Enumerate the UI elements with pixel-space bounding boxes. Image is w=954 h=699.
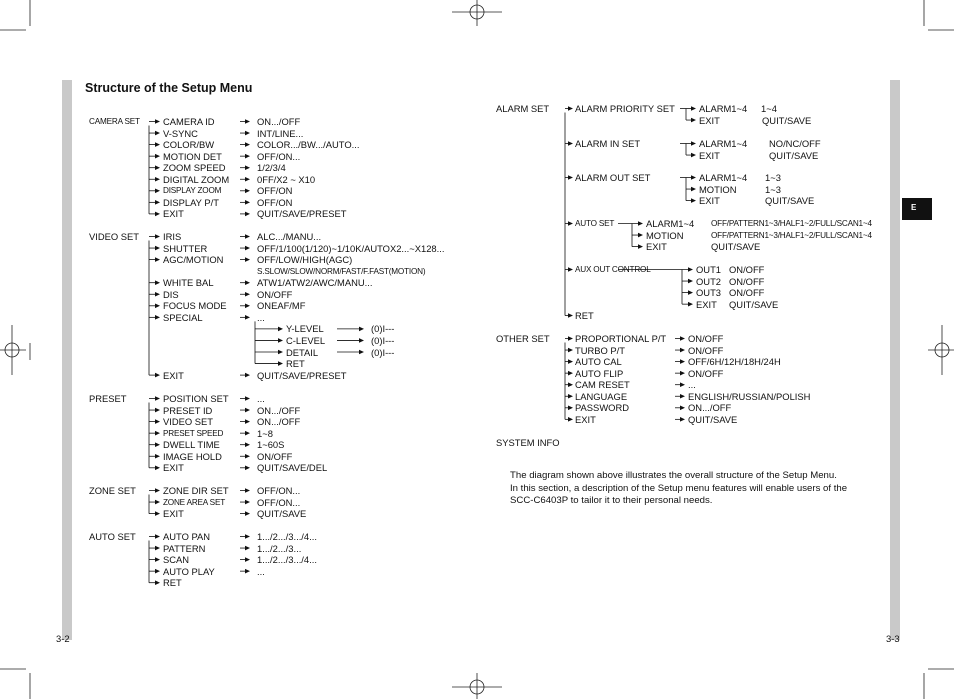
submenu-item-value: ON/OFF (729, 264, 765, 275)
arrow-head (155, 511, 160, 516)
submenu-item-value: QUIT/SAVE (711, 241, 761, 253)
submenu-item-value: (0)I--- (371, 334, 395, 346)
menu-item-label: EXIT (163, 208, 184, 220)
arrow-head (680, 382, 685, 387)
menu-item-label: DISPLAY P/T (163, 196, 219, 208)
arrow-head (245, 119, 250, 124)
arrow-head (155, 177, 160, 182)
arrow-head (245, 177, 250, 182)
arrow-head (638, 244, 643, 249)
arrow-head (155, 442, 160, 447)
menu-item-value: QUIT/SAVE (688, 413, 738, 425)
submenu-item-value: QUIT/SAVE (765, 195, 815, 207)
menu-group-title: AUTO SET (89, 531, 136, 542)
arrow-head (155, 119, 160, 124)
menu-item-value: COLOR.../BW.../AUTO... (257, 139, 360, 151)
menu-group-title: ZONE SET (89, 485, 136, 496)
menu-item-label: SPECIAL (163, 311, 203, 323)
menu-item-label: EXIT (575, 413, 596, 425)
menu-item-label: ALARM PRIORITY SET (575, 103, 675, 114)
submenu-item-value: QUIT/SAVE (729, 298, 779, 310)
menu-item-value: 0FF/X2 ~ X10 (257, 173, 316, 185)
arrow-head (568, 175, 573, 180)
arrow-head (245, 292, 250, 297)
arrow-head (680, 417, 685, 422)
menu-item-value: INT/LINE... (257, 127, 304, 139)
menu-item-label: ALARM OUT SET (575, 172, 651, 183)
arrow-head (155, 131, 160, 136)
submenu-item-label: EXIT (699, 195, 720, 207)
menu-item-label: VIDEO SET (163, 416, 214, 428)
arrow-head (568, 348, 573, 353)
arrow-head (688, 302, 693, 307)
menu-item-value: ONEAF/MF (257, 300, 306, 312)
arrow-head (155, 431, 160, 436)
arrow-head (568, 382, 573, 387)
arrow-head (155, 546, 160, 551)
arrow-head (691, 106, 696, 111)
menu-item-label: PATTERN (163, 542, 206, 554)
menu-item-value: ... (257, 565, 265, 577)
menu-item-label: ZONE AREA SET (163, 497, 226, 507)
menu-item-label: AUTO PLAY (163, 565, 215, 577)
menu-item-value: QUIT/SAVE/PRESET (257, 208, 347, 220)
submenu-item-value: OFF/PATTERN1~3/HALF1~2/FULL/SCAN1~4 (711, 230, 872, 240)
page-number-left: 3-2 (56, 633, 70, 644)
arrow-head (688, 279, 693, 284)
menu-item-value: OFF/ON... (257, 150, 301, 162)
submenu-item-value: 1~4 (761, 103, 777, 114)
arrow-head (155, 488, 160, 493)
menu-item-value: OFF/LOW/HIGH(AGC) (257, 254, 353, 266)
arrow-head (691, 187, 696, 192)
menu-group-title: CAMERA SET (89, 117, 140, 126)
arrow-head (245, 419, 250, 424)
menu-item-label: EXIT (163, 508, 184, 520)
arrow-head (245, 142, 250, 147)
arrow-head (245, 488, 250, 493)
arrow-head (680, 406, 685, 411)
menu-item-value: QUIT/SAVE/PRESET (257, 369, 347, 381)
arrow-head (278, 350, 283, 355)
arrow-head (245, 534, 250, 539)
submenu-item-value: 1~3 (765, 172, 781, 183)
arrow-head (155, 280, 160, 285)
arrow-head (245, 442, 250, 447)
menu-item-label: IMAGE HOLD (163, 450, 222, 462)
arrow-head (245, 500, 250, 505)
menu-group-title: OTHER SET (496, 333, 550, 344)
arrow-head (155, 154, 160, 159)
menu-item-value: ON.../OFF (257, 404, 301, 416)
submenu-item-label: MOTION (646, 229, 684, 241)
menu-item-value: ... (257, 311, 265, 323)
menu-item-label: IRIS (163, 231, 182, 242)
menu-item-label: PRESET ID (163, 404, 213, 416)
menu-item-value: OFF/ON (257, 185, 293, 197)
arrow-head (245, 200, 250, 205)
arrow-head (568, 336, 573, 341)
arrow-head (155, 373, 160, 378)
menu-item-value: OFF/6H/12H/18H/24H (688, 356, 781, 368)
menu-item-label: POSITION SET (163, 393, 229, 404)
menu-item-value: ALC.../MANU... (257, 231, 322, 242)
menu-item-label: CAM RESET (575, 379, 630, 391)
menu-item-label: AUTO FLIP (575, 367, 624, 379)
menu-item-value-continued: S.SLOW/SLOW/NORM/FAST/F.FAST(MOTION) (257, 266, 426, 276)
submenu-item-label: DETAIL (286, 346, 319, 358)
arrow-head (245, 189, 250, 194)
submenu-item-label: ALARM1~4 (699, 138, 748, 149)
menu-item-value: 1~8 (257, 427, 273, 439)
menu-item-label: PASSWORD (575, 402, 629, 414)
submenu-item-value: ON/OFF (729, 287, 765, 299)
menu-item-label: AUTO PAN (163, 531, 211, 542)
menu-item-label: FOCUS MODE (163, 300, 227, 312)
arrow-head (680, 348, 685, 353)
menu-item-label: WHITE BAL (163, 277, 214, 289)
page-title: Structure of the Setup Menu (85, 81, 253, 95)
menu-item-value: ON/OFF (688, 344, 724, 356)
description-line: SCC-C6403P to tailor it to their personal needs. (510, 495, 713, 506)
arrow-head (638, 221, 643, 226)
page-number-right: 3-3 (886, 633, 900, 644)
arrow-head (155, 419, 160, 424)
arrow-head (155, 466, 160, 471)
menu-item-label: DISPLAY ZOOM (163, 186, 222, 196)
submenu-item-label: EXIT (699, 114, 720, 126)
menu-item-value: OFF/ON... (257, 485, 301, 496)
submenu-item-label: ALARM1~4 (646, 218, 695, 229)
menu-item-value: QUIT/SAVE (257, 508, 307, 520)
submenu-item-value: 1~3 (765, 183, 781, 195)
submenu-item-label: MOTION (699, 183, 737, 195)
menu-item-value: ON.../OFF (257, 116, 301, 127)
submenu-item-label: ALARM1~4 (699, 103, 748, 114)
menu-item-label: MOTION DET (163, 150, 222, 162)
language-tab: E (902, 198, 932, 220)
arrow-head (245, 165, 250, 170)
submenu-item-label: OUT1 (696, 264, 722, 275)
arrow-head (245, 246, 250, 251)
arrow-head (155, 557, 160, 562)
submenu-item-value: NO/NC/OFF (769, 138, 821, 149)
arrow-head (680, 394, 685, 399)
arrow-head (245, 454, 250, 459)
menu-item-label: EXIT (163, 369, 184, 381)
menu-item-value: ON/OFF (688, 333, 724, 344)
submenu-item-value: QUIT/SAVE (762, 114, 812, 126)
arrow-head (568, 141, 573, 146)
arrow-head (245, 373, 250, 378)
arrow-head (155, 246, 160, 251)
arrow-head (691, 153, 696, 158)
menu-group-title: VIDEO SET (89, 231, 140, 242)
menu-item-label: DWELL TIME (163, 439, 220, 451)
arrow-head (155, 292, 160, 297)
arrow-head (568, 313, 573, 318)
arrow-head (691, 141, 696, 146)
submenu-item-label: EXIT (646, 241, 667, 253)
submenu-item-label: OUT3 (696, 287, 722, 299)
menu-item-label: LANGUAGE (575, 390, 628, 402)
menu-item-label: ZOOM SPEED (163, 162, 226, 174)
menu-item-value: ... (257, 393, 265, 404)
arrow-head (568, 371, 573, 376)
menu-item-value: 1.../2.../3.../4... (257, 531, 317, 542)
menu-item-value: OFF/ON (257, 196, 293, 208)
menu-item-label: RET (163, 577, 182, 589)
menu-item-value: 1~60S (257, 439, 285, 451)
menu-item-label: ZONE DIR SET (163, 485, 229, 496)
arrow-head (680, 336, 685, 341)
arrow-head (359, 350, 364, 355)
menu-item-label: RET (575, 310, 594, 321)
arrow-head (568, 359, 573, 364)
arrow-head (155, 580, 160, 585)
menu-item-label: AUTO SET (575, 219, 615, 228)
menu-item-label: EXIT (163, 462, 184, 474)
description-line: The diagram shown above illustrates the overall structure of the Setup Menu. (510, 470, 837, 481)
arrow-head (155, 454, 160, 459)
arrow-head (155, 200, 160, 205)
arrow-head (568, 417, 573, 422)
submenu-item-label: EXIT (699, 149, 720, 161)
arrow-head (245, 315, 250, 320)
arrow-head (278, 338, 283, 343)
arrow-head (245, 511, 250, 516)
arrow-head (245, 257, 250, 262)
arrow-head (245, 431, 250, 436)
arrow-head (155, 142, 160, 147)
menu-item-label: TURBO P/T (575, 344, 626, 356)
arrow-head (688, 290, 693, 295)
arrow-head (680, 371, 685, 376)
menu-item-label: CAMERA ID (163, 116, 215, 127)
submenu-item-value: (0)I--- (371, 323, 395, 335)
menu-item-label: AUX OUT CONTROL (575, 265, 651, 274)
submenu-item-label: OUT2 (696, 275, 722, 287)
menu-item-value: QUIT/SAVE/DEL (257, 462, 328, 474)
menu-item-label: SCAN (163, 554, 190, 566)
arrow-head (245, 234, 250, 239)
arrow-head (155, 569, 160, 574)
arrow-head (691, 118, 696, 123)
menu-item-label: PROPORTIONAL P/T (575, 333, 667, 344)
arrow-head (245, 280, 250, 285)
arrow-head (245, 557, 250, 562)
arrow-head (155, 234, 160, 239)
submenu-item-value: QUIT/SAVE (769, 149, 819, 161)
arrow-head (155, 304, 160, 309)
arrow-head (568, 221, 573, 226)
description-line: In this section, a description of the Setup menu features will enable users of the (510, 482, 848, 494)
menu-item-label: DIS (163, 288, 179, 300)
menu-group-title: PRESET (89, 393, 127, 404)
arrow-head (568, 406, 573, 411)
arrow-head (245, 408, 250, 413)
menu-item-value: 1/2/3/4 (257, 162, 286, 174)
arrow-head (155, 396, 160, 401)
arrow-head (155, 257, 160, 262)
menu-item-value: ON.../OFF (688, 402, 732, 414)
arrow-head (638, 233, 643, 238)
submenu-item-label: ALARM1~4 (699, 172, 748, 183)
arrow-head (568, 267, 573, 272)
arrow-head (568, 106, 573, 111)
menu-item-value: OFF/1/100(1/120)~1/10K/AUTOX2...~X128... (257, 242, 445, 254)
arrow-head (245, 212, 250, 217)
menu-item-label: SHUTTER (163, 242, 208, 254)
arrow-head (245, 304, 250, 309)
menu-group-title: ALARM SET (496, 103, 550, 114)
submenu-item-value: ON/OFF (729, 275, 765, 287)
arrow-head (691, 175, 696, 180)
submenu-item-value: OFF/PATTERN1~3/HALF1~2/FULL/SCAN1~4 (711, 219, 872, 228)
menu-item-label: DIGITAL ZOOM (163, 173, 230, 185)
menu-item-label: AGC/MOTION (163, 254, 224, 266)
description-paragraph (510, 470, 847, 508)
arrow-head (245, 131, 250, 136)
arrow-head (359, 338, 364, 343)
arrow-head (691, 198, 696, 203)
submenu-item-label: Y-LEVEL (286, 323, 324, 335)
arrow-head (278, 327, 283, 332)
submenu-item-value: (0)I--- (371, 346, 395, 358)
arrow-head (155, 212, 160, 217)
arrow-head (155, 534, 160, 539)
menu-item-label: COLOR/BW (163, 139, 215, 151)
submenu-item-label: EXIT (696, 298, 717, 310)
arrow-head (688, 267, 693, 272)
arrow-head (245, 466, 250, 471)
arrow-head (245, 546, 250, 551)
arrow-head (359, 327, 364, 332)
menu-item-value: OFF/ON... (257, 496, 301, 508)
menu-item-value: 1.../2.../3.../4... (257, 554, 317, 566)
arrow-head (245, 154, 250, 159)
menu-item-label: PRESET SPEED (163, 428, 224, 438)
menu-item-value: ... (688, 379, 696, 391)
arrow-head (245, 569, 250, 574)
menu-item-value: 1.../2.../3... (257, 542, 302, 554)
arrow-head (568, 394, 573, 399)
arrow-head (155, 165, 160, 170)
menu-item-value: ON/OFF (257, 288, 293, 300)
arrow-head (278, 361, 283, 366)
arrow-head (155, 315, 160, 320)
arrow-head (245, 396, 250, 401)
menu-item-label: V-SYNC (163, 127, 198, 139)
menu-item-label: ALARM IN SET (575, 138, 641, 149)
arrow-head (155, 189, 160, 194)
arrow-head (155, 500, 160, 505)
menu-item-value: ENGLISH/RUSSIAN/POLISH (688, 390, 811, 402)
arrow-head (155, 408, 160, 413)
arrow-head (680, 359, 685, 364)
system-info-label: SYSTEM INFO (496, 437, 560, 448)
menu-item-label: AUTO CAL (575, 356, 622, 368)
submenu-item-label: C-LEVEL (286, 334, 326, 346)
menu-item-value: ON/OFF (688, 367, 724, 379)
menu-item-value: ON/OFF (257, 450, 293, 462)
menu-item-value: ON.../OFF (257, 416, 301, 428)
menu-item-value: ATW1/ATW2/AWC/MANU... (257, 277, 373, 289)
submenu-item-label: RET (286, 358, 305, 370)
